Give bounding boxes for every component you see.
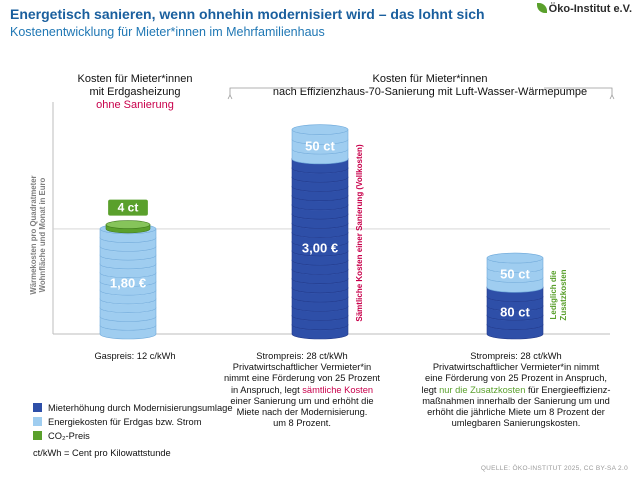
source-credit: QUELLE: ÖKO-INSTITUT 2025, CC BY-SA 2.0 — [480, 465, 628, 472]
header-left-line3: ohne Sanierung — [96, 99, 174, 111]
legend-swatch-modernisierungsumlage — [33, 403, 42, 412]
note-left: Gaspreis: 12 c/kWh — [94, 351, 176, 361]
legend-swatch-co2-preis — [33, 431, 42, 440]
note-middle — [222, 351, 382, 429]
note-right-line4: legt nur die Zusatzkosten für Energieeffizienz- — [421, 384, 611, 395]
chart-title: Energetisch sanieren, wenn ohnehin modernisiert wird – das lohnt sich — [10, 6, 485, 22]
bar-1-energie-label: 50 ct — [305, 138, 335, 154]
bar-0-co2-label: 4 ct — [117, 200, 139, 215]
chart-subtitle: Kostenentwicklung für Mieter*innen im Mehrfamilienhaus — [10, 25, 325, 39]
header-left-line1: Kosten für Mieter*innen — [77, 73, 193, 85]
note-right-line1: Strompreis: 28 ct/kWh — [470, 351, 562, 361]
header-right-line2: nach Effizienzhaus-70-Sanierung mit Luft-Wasser-Wärmepumpe — [272, 86, 588, 98]
note-middle-line6: Miete nach der Modernisierung. — [236, 407, 368, 418]
units-note: ct/kWh = Cent pro Kilowattstunde — [33, 448, 171, 458]
note-middle-line5: einer Sanierung um und erhöht die — [230, 395, 374, 406]
annotation-zusatzkosten-line2: Zusatzkosten — [559, 269, 568, 321]
header-right-line1: Kosten für Mieter*innen — [372, 73, 488, 85]
bracket-left-arrow-icon — [228, 95, 232, 99]
legend-item-modernisierungsumlage: Mieterhöhung durch Modernisierungsumlage — [33, 403, 233, 413]
note-middle-line4: in Anspruch, legt sämtliche Kosten — [230, 384, 374, 395]
note-middle-line2: Privatwirtschaftlicher Vermieter*in — [232, 362, 372, 373]
note-middle-line3: nimmt eine Förderung von 25 Prozent — [223, 373, 381, 384]
bracket-right-arrow-icon — [610, 95, 614, 99]
bar-0-co2-top — [106, 221, 150, 229]
bar-1-energie-top — [292, 125, 348, 135]
note-right-highlight: nur die Zusatzkosten — [439, 384, 526, 395]
note-middle-highlight: sämtliche Kosten — [302, 384, 374, 395]
note-right-line5: maßnahmen innerhalb der Sanierung um und — [422, 395, 610, 406]
bar-2-energie-top — [487, 253, 543, 263]
note-right-line3: eine Förderung von 25 Prozent in Anspruch, — [425, 373, 607, 384]
note-right-line6: erhöht die jährliche Miete um 8 Prozent der — [427, 407, 605, 418]
bar-2-energie-label: 50 ct — [500, 266, 530, 282]
legend-item-co2-preis: CO₂-Preis — [33, 431, 90, 441]
bar-0-energie-label: 1,80 € — [109, 275, 147, 291]
header-left-line2: mit Erdgasheizung — [89, 86, 181, 98]
bar-1-modernisierung-label: 3,00 € — [301, 240, 339, 256]
legend-swatch-energiekosten — [33, 417, 42, 426]
note-right-line2: Privatwirtschaftlicher Vermieter*in nimmt — [432, 362, 600, 373]
annotation-zusatzkosten-line1: Lediglich die — [549, 270, 558, 320]
note-right — [408, 351, 624, 429]
y-axis-label-line1: Wärmekosten pro Quadratmeter — [29, 175, 38, 295]
bracket-right — [544, 88, 612, 95]
legend-item-energiekosten: Energiekosten für Erdgas bzw. Strom — [33, 417, 201, 427]
note-middle-line7: um 8 Prozent. — [273, 418, 331, 429]
annotation-vollkosten: Sämtliche Kosten einer Sanierung (Vollkosten) — [355, 144, 364, 322]
bar-2-modernisierung-label: 80 ct — [500, 304, 530, 320]
note-middle-line1: Strompreis: 28 ct/kWh — [256, 351, 348, 361]
note-right-line7: umlegbaren Sanierungskosten. — [451, 418, 581, 429]
logo-text: Öko-Institut e.V. — [548, 3, 632, 15]
y-axis-label-line2: Wohnfläche und Monat in Euro — [38, 177, 47, 293]
bracket-left — [230, 88, 340, 95]
